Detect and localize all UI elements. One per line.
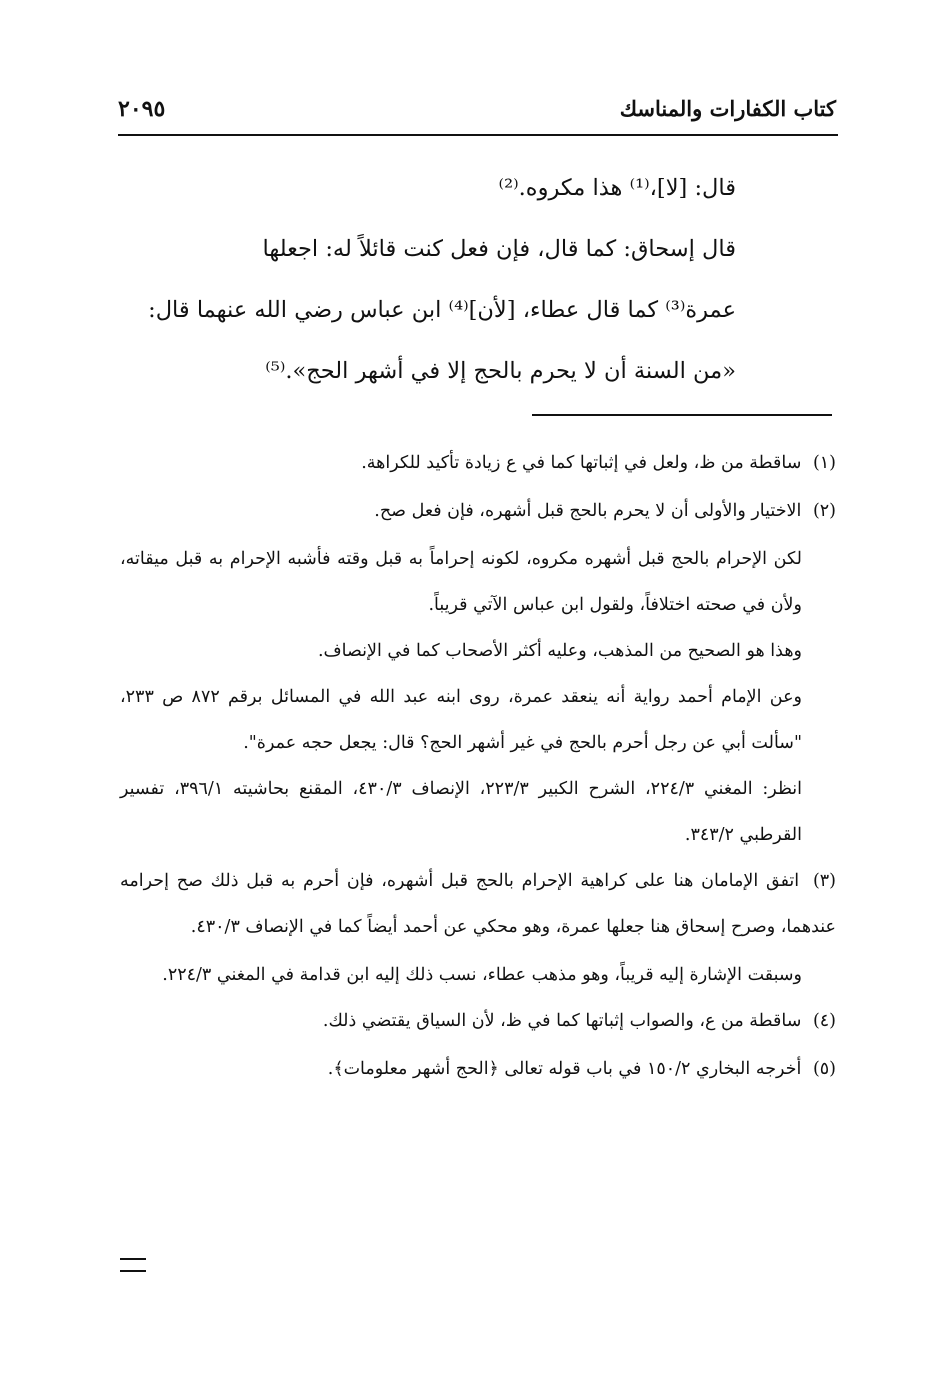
footnote-paragraph: انظر: المغني ٢٢٤/٣، الشرح الكبير ٢٢٣/٣، الإنصاف ٤٣٠/٣، المقنع بحاشيته ٣٩٦/١، تفسير القرطبي ٣٤٣/٢. (120, 779, 803, 845)
header-title: كتاب الكفارات والمناسك (619, 96, 836, 121)
footnote-3 (120, 858, 836, 950)
footnote-separator (532, 414, 832, 416)
main-text (140, 158, 736, 402)
main-line: عمرة⁽³⁾ كما قال عطاء، [لأن]⁽⁴⁾ ابن عباس رضي الله عنهما قال: (148, 297, 736, 323)
footnote-text: ساقطة من ظ، ولعل في إثباتها كما في ع زيادة تأكيد للكراهة. (361, 453, 802, 473)
end-mark (120, 1258, 146, 1272)
footnote-paragraph: وسبقت الإشارة إليه قريباً، وهو مذهب عطاء، نسب ذلك إليه ابن قدامة في المغني ٢٢٤/٣. (162, 965, 802, 985)
footnote-5 (120, 1046, 836, 1092)
footnote-text: ساقطة من ع، والصواب إثباتها كما في ظ، لأن السياق يقتضي ذلك. (322, 1011, 802, 1031)
footnote-text: الاختيار والأولى أن لا يحرم بالحج قبل أشهره، فإن فعل صح. (374, 501, 802, 521)
footnote-4 (120, 998, 836, 1044)
header-rule (118, 134, 838, 136)
footnote-1 (120, 440, 836, 486)
footnote-number: (٣) (812, 871, 836, 891)
footnote-text: اتفق الإمامان هنا على كراهية الإحرام بالحج قبل أشهره، فإن أحرم به قبل ذلك صح إحرامه عندهما، وصرح إسحاق هنا جعلها عمرة، وهو محكي عن أحمد أيضاً كما في الإنصاف ٤٣٠/٣. (120, 871, 836, 937)
page-number: ٢٠٩٥ (118, 96, 166, 122)
running-header (118, 92, 836, 132)
footnote-number: (٥) (812, 1059, 836, 1079)
footnote-number: (٤) (812, 1011, 836, 1031)
footnote-paragraph: لكن الإحرام بالحج قبل أشهره مكروه، لكونه إحراماً به قبل وقته فأشبه الإحرام به قبل ميقاته، ولأن في صحته اختلافاً، ولقول ابن عباس الآتي قريباً. (120, 549, 802, 615)
footnote-text: أخرجه البخاري ١٥٠/٢ في باب قوله تعالى ﴿الحج أشهر معلومات﴾. (327, 1059, 802, 1079)
footnotes (120, 440, 836, 1094)
footnote-paragraph: وهذا هو الصحيح من المذهب، وعليه أكثر الأصحاب كما في الإنصاف. (317, 641, 802, 661)
footnote-number: (٢) (812, 501, 836, 521)
footnote-2 (120, 488, 836, 534)
main-line: قال إسحاق: كما قال، فإن فعل كنت قائلاً له: اجعلها (262, 236, 736, 262)
main-line: «من السنة أن لا يحرم بالحج إلا في أشهر الحج».⁽⁵⁾ (265, 358, 736, 384)
main-line: قال: [لا]،⁽¹⁾ هذا مكروه.⁽²⁾ (498, 175, 736, 201)
footnote-paragraph: وعن الإمام أحمد رواية أنه ينعقد عمرة، روى ابنه عبد الله في المسائل برقم ٨٧٢ ص ٢٣٣، "سألت أبي عن رجل أحرم بالحج في غير أشهر الحج؟ قال: يجعل حجه عمرة". (120, 687, 802, 753)
footnote-number: (١) (812, 453, 836, 473)
